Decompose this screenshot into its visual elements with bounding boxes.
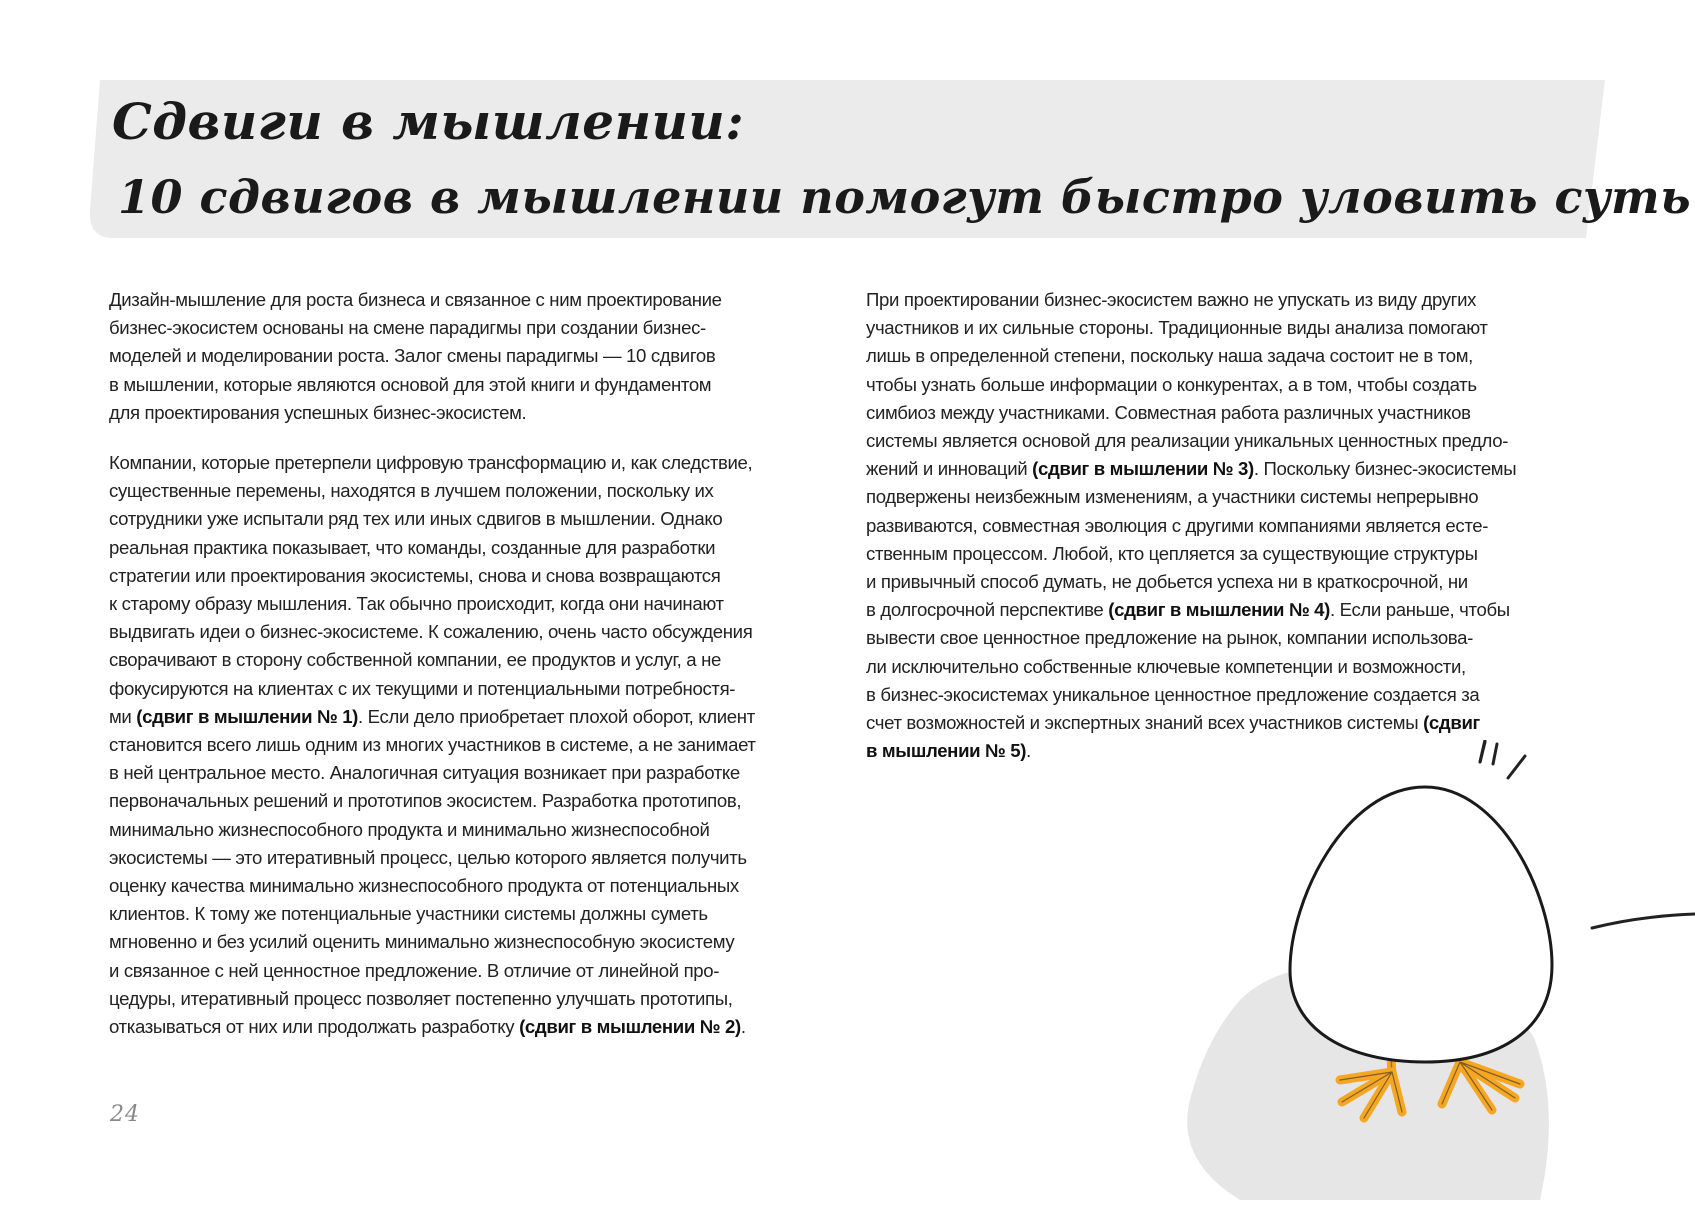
text-line: . Если дело приобретает плохой оборот, клиент xyxy=(358,705,755,727)
egg-shape xyxy=(1290,787,1552,1062)
shift-reference-5-part2: в мышлении № 5) xyxy=(866,740,1027,762)
text-line: Дизайн-мышление для роста бизнеса и связанное с ним проектирование xyxy=(109,289,722,310)
shift-reference-4: (сдвиг в мышлении № 4) xyxy=(1108,599,1330,621)
text-line: для проектирования успешных бизнес-экосистем. xyxy=(109,401,527,423)
text-line: При проектировании бизнес-экосистем важно не упускать из виду других xyxy=(866,289,1477,310)
paragraph-intro xyxy=(109,286,829,427)
text-line: и привычный способ думать, не добьется успеха ни в краткосрочной, ни xyxy=(866,571,1468,593)
text-line: развиваются, совместная эволюция с другими компаниями является есте- xyxy=(866,514,1489,536)
text-line: симбиоз между участниками. Совместная работа различных участников xyxy=(866,401,1471,423)
shift-reference-1: (сдвиг в мышлении № 1) xyxy=(136,705,359,727)
text-line: подвержены неизбежным изменениям, а участники системы непрерывно xyxy=(866,486,1479,508)
text-line: счет возможностей и экспертных знаний всех участников системы xyxy=(866,712,1424,734)
page-title-line1: Сдвиги в мышлении: xyxy=(112,92,745,151)
text-line: ми xyxy=(109,705,137,727)
text-line: мгновенно и без усилий оценить минимально жизнеспособную экосистему xyxy=(109,931,735,953)
page-number: 24 xyxy=(110,1102,140,1127)
text-line: . Поскольку бизнес-экосистемы xyxy=(1253,458,1517,480)
text-line: минимально жизнеспособного продукта и минимально жизнеспособной xyxy=(109,818,710,840)
text-line: сворачивают в сторону собственной компании, ее продуктов и услуг, а не xyxy=(109,649,721,671)
text-line: вывести свое ценностное предложение на рынок, компании использова- xyxy=(866,627,1473,649)
egg-illustration xyxy=(1180,740,1695,1200)
text-line: и связанное с ней ценностное предложение. В отличие от линейной про- xyxy=(109,959,720,981)
text-line: цедуры, итеративный процесс позволяет постепенно улучшать прототипы, xyxy=(109,987,733,1009)
text-line: в бизнес-экосистемах уникальное ценностное предложение создается за xyxy=(866,683,1480,705)
paragraph-companies xyxy=(109,449,829,1041)
text-line: к старому образу мышления. Так обычно происходит, когда они начинают xyxy=(109,593,724,615)
text-line: в долгосрочной перспективе xyxy=(866,599,1109,621)
text-line: . xyxy=(740,1016,746,1038)
text-line: отказываться от них или продолжать разработку xyxy=(109,1016,520,1038)
shift-reference-2: (сдвиг в мышлении № 2) xyxy=(519,1016,741,1038)
text-line: участников и их сильные стороны. Традиционные виды анализа помогают xyxy=(866,317,1488,339)
text-line: ли исключительно собственные ключевые компетенции и возможности, xyxy=(866,655,1466,677)
text-line: в мышлении, которые являются основой для этой книги и фундаментом xyxy=(109,373,712,395)
text-line: в ней центральное место. Аналогичная ситуация возникает при разработке xyxy=(109,762,740,784)
text-line: первоначальных решений и прототипов экосистем. Разработка прототипов, xyxy=(109,790,742,812)
shift-reference-5-part1: (сдвиг xyxy=(1423,712,1480,734)
text-line: становится всего лишь одним из многих участников в системе, а не занимает xyxy=(109,734,756,756)
text-line: жений и инноваций xyxy=(866,458,1033,480)
text-line: лишь в определенной степени, поскольку наша задача состоит не в том, xyxy=(866,345,1473,367)
text-line: фокусируются на клиентах с их текущими и потенциальными потребностя- xyxy=(109,677,736,699)
text-line: системы является основой для реализации уникальных ценностных предло- xyxy=(866,430,1509,452)
text-line: стратегии или проектирования экосистемы, снова и снова возвращаются xyxy=(109,564,721,586)
text-line: чтобы узнать больше информации о конкурентах, а в том, чтобы создать xyxy=(866,373,1477,395)
text-line: моделей и моделировании роста. Залог смены парадигмы — 10 сдвигов xyxy=(109,345,716,367)
motion-mark xyxy=(1508,756,1525,778)
squiggle-line xyxy=(1592,914,1695,928)
text-line: . Если раньше, чтобы xyxy=(1329,599,1510,621)
shift-reference-3: (сдвиг в мышлении № 3) xyxy=(1032,458,1254,480)
paragraph-ecosystems xyxy=(866,286,1586,765)
left-column xyxy=(109,286,829,1063)
text-line: экосистемы — это итеративный процесс, целью которого является получить xyxy=(109,846,747,868)
text-line: оценку качества минимально жизнеспособного продукта от потенциальных xyxy=(109,875,739,897)
text-line: клиентов. К тому же потенциальные участники системы должны суметь xyxy=(109,903,708,925)
egg-with-feet-icon xyxy=(1180,740,1695,1200)
right-column xyxy=(866,286,1586,787)
motion-mark xyxy=(1493,744,1497,764)
page-title-line2: 10 сдвигов в мышлении помогут быстро уловить суть xyxy=(118,170,1692,224)
text-line: выдвигать идеи о бизнес-экосистеме. К сожалению, очень часто обсуждения xyxy=(109,621,753,643)
text-line: Компании, которые претерпели цифровую трансформацию и, как следствие, xyxy=(109,452,753,474)
text-line: ственным процессом. Любой, кто цепляется за существующие структуры xyxy=(866,542,1478,564)
text-line: существенные перемены, находятся в лучшем положении, поскольку их xyxy=(109,480,714,502)
text-line: реальная практика показывает, что команды, созданные для разработки xyxy=(109,536,716,558)
text-line: сотрудники уже испытали ряд тех или иных сдвигов в мышлении. Однако xyxy=(109,508,723,530)
title-band xyxy=(0,0,1695,260)
text-line: бизнес-экосистем основаны на смене парадигмы при создании бизнес- xyxy=(109,317,706,339)
text-line: . xyxy=(1026,740,1031,762)
